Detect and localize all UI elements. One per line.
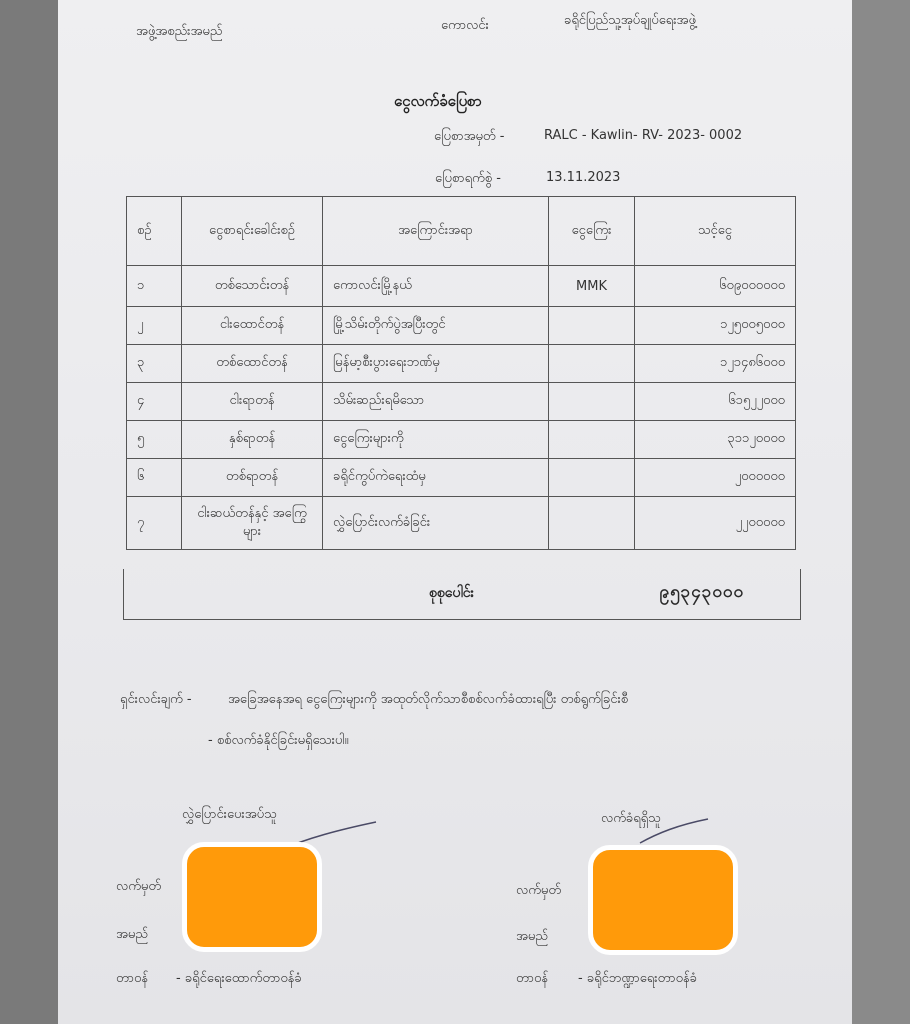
total-label: စုစုပေါင်း [429,585,475,601]
receiver-name-label: အမည် [516,929,548,944]
transferor-position-label: တာဝန် [116,971,149,986]
receiver-sign-label: လက်မှတ် [516,883,561,898]
row-account: ငါးရာတန် [182,383,323,421]
org-name: ခရိုင်ပြည်သူ့အုပ်ချုပ်ရေးအဖွဲ့ [564,13,696,28]
row-description: ကောလင်းမြို့နယ် [323,266,549,307]
remark-line-1: အခြေအနေအရ ငွေကြေးများကို အထုတ်လိုက်သာစီစစ်လက်ခံထားရပြီး တစ်ရွက်ခြင်းစီ [228,692,629,707]
col-header-description: အကြောင်းအရာ [323,197,549,266]
left-frame [0,0,58,1024]
receiver-heading: လက်ခံရရှိသူ [601,811,661,826]
transferor-position: - ခရိုင်ရေးထောက်တာဝန်ခံ [176,971,302,986]
row-account: နှစ်ရာတန် [182,421,323,459]
row-account: တစ်ထောင်တန် [182,345,323,383]
receipt-number-label: ပြေစာအမှတ် - [434,129,505,144]
row-currency [549,421,635,459]
row-no: ၇ [127,497,182,550]
row-amount: ၆၁၅၂၂၀၀၀ [635,383,796,421]
row-description: လွှဲပြောင်းလက်ခံခြင်း [323,497,549,550]
city-name: ကောလင်း [441,18,489,33]
row-description: သိမ်းဆည်းရမိသော [323,383,549,421]
row-account: ငါးထောင်တန် [182,307,323,345]
row-currency [549,459,635,497]
receiver-position-label: တာဝန် [516,971,549,986]
receipt-date: 13.11.2023 [546,170,621,185]
total-amount: ၉၅၃၄၃၀၀၀ [659,582,744,602]
row-amount: ၁၂၁၄၈၆၀၀၀ [635,345,796,383]
col-header-currency: ငွေကြေး [549,197,635,266]
document-page [58,0,852,1024]
row-no: ၆ [127,459,182,497]
col-header-amount: သင့်ငွေ [635,197,796,266]
row-description: ခရိုင်ကွပ်ကဲရေးထံမှ [323,459,549,497]
row-account: တစ်ရာတန် [182,459,323,497]
row-no: ၄ [127,383,182,421]
row-currency [549,345,635,383]
table-row [127,497,796,550]
row-description: မြန်မာ့စီးပွားရေးဘဏ်မှ [323,345,549,383]
row-no: ၁ [127,266,182,307]
table-row [127,345,796,383]
remark-label: ရှင်းလင်းချက် - [120,692,192,707]
row-amount: ၂၀၀၀၀၀၀ [635,459,796,497]
row-amount: ၁၂၅၀၀၅၀၀၀ [635,307,796,345]
transferor-sign-label: လက်မှတ် [116,879,161,894]
row-amount: ၆၀၉၀၀၀၀၀၀ [635,266,796,307]
row-description: မြို့သိမ်းတိုက်ပွဲအပြီးတွင် [323,307,549,345]
receiver-position: - ခရိုင်ဘဏ္ဍာရေးတာဝန်ခံ [578,971,697,986]
table-header-row [127,197,796,266]
row-amount: ၂၂၀၀၀၀၀ [635,497,796,550]
row-currency [549,307,635,345]
transferor-heading: လွှဲပြောင်းပေးအပ်သူ [182,807,277,822]
row-no: ၃ [127,345,182,383]
right-frame [852,0,910,1024]
table-row [127,383,796,421]
row-currency [549,497,635,550]
row-account: ငါးဆယ်တန်နှင့် အကြွေများ [182,497,323,550]
table-row [127,266,796,307]
redaction-box-right [588,845,738,955]
col-header-account: ငွေစာရင်းခေါင်းစဉ် [182,197,323,266]
receipt-title: ငွေလက်ခံပြေစာ [394,92,482,110]
receipt-date-label: ပြေစာရက်စွဲ - [435,171,501,186]
row-no: ၅ [127,421,182,459]
total-row [123,569,801,620]
table-row [127,421,796,459]
redaction-box-left [182,842,322,952]
transferor-name-label: အမည် [116,927,148,942]
handwritten-stroke [638,815,718,849]
row-account: တစ်သောင်းတန် [182,266,323,307]
row-description: ငွေကြေးများကို [323,421,549,459]
row-currency: MMK [549,266,635,307]
table-row [127,307,796,345]
row-no: ၂ [127,307,182,345]
org-label: အဖွဲ့အစည်းအမည် [136,24,223,39]
receipt-number: RALC - Kawlin- RV- 2023- 0002 [544,128,743,143]
row-currency [549,383,635,421]
receipt-table [126,196,796,550]
remark-line-2: - စစ်လက်ခံနိုင်ခြင်းမရှိသေးပါ။ [208,733,349,748]
col-header-no: စဥ် [127,197,182,266]
table-row [127,459,796,497]
row-amount: ၃၁၁၂၀၀၀၀ [635,421,796,459]
